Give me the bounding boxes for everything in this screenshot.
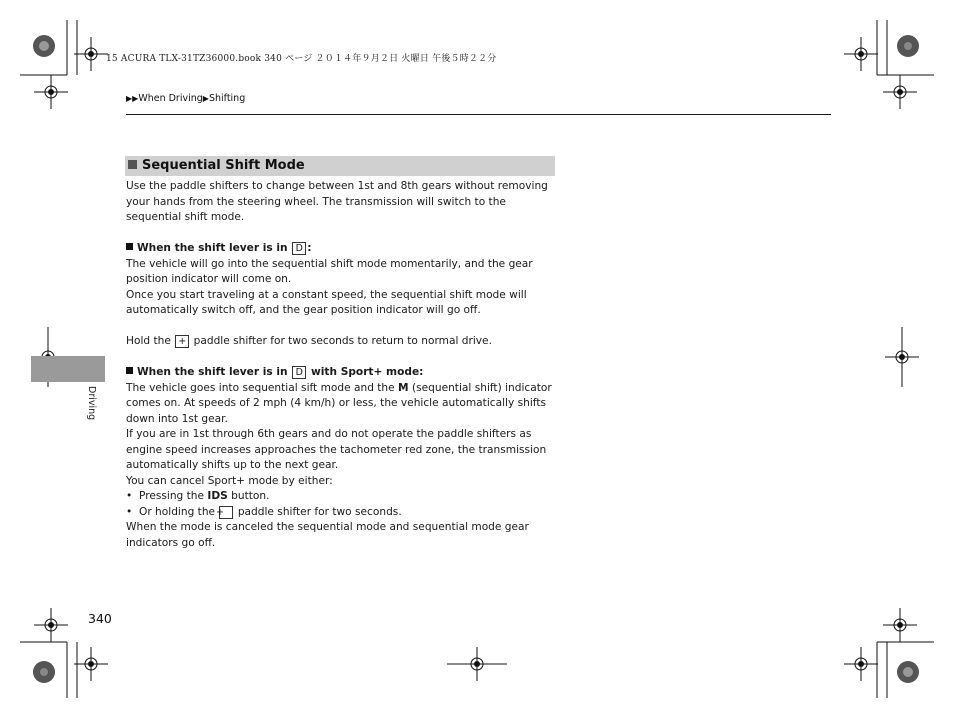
- section-body: [126, 179, 558, 551]
- ids-button-label: IDS: [207, 490, 228, 502]
- subheading-square-icon: [126, 367, 133, 374]
- breadcrumb-current[interactable]: Shifting: [208, 93, 246, 104]
- subheading-d-mode: When the shift lever is in D :: [126, 241, 558, 257]
- list-item: • Or holding the + paddle shifter for two seconds.: [126, 505, 558, 521]
- subheading-square-icon: [126, 243, 133, 250]
- intro-paragraph: Use the paddle shifters to change between 1st and 8th gears without removing your hands from the steering wheel. The transmission will switch to the sequential shift mode.: [126, 180, 548, 223]
- bullet-icon: •: [126, 505, 133, 518]
- paragraph: Once you start traveling at a constant speed, the sequential shift mode will automatically switch off, and the gear position indicator will go off.: [126, 288, 527, 316]
- paragraph: You can cancel Sport+ mode by either:: [126, 474, 333, 487]
- d-position-key-icon: D: [292, 242, 306, 255]
- bullet-icon: •: [126, 490, 133, 502]
- breadcrumb-parent[interactable]: When Driving: [138, 93, 203, 104]
- breadcrumb-marker: ▶▶: [126, 94, 139, 103]
- paragraph: If you are in 1st through 6th gears and do not operate the paddle shifters as engine speed increases approaches the tachometer red zone, the transmission automatically shifts up to the next gear.: [126, 428, 547, 471]
- book-header: 15 ACURA TLX-31TZ36000.book 340 ページ ２０１４年９月２日 火曜日 午後５時２２分: [106, 54, 497, 64]
- d-position-key-icon: D: [292, 366, 306, 379]
- paragraph: The vehicle will go into the sequential shift mode momentarily, and the gear position indicator will come on.: [126, 257, 533, 285]
- page-number: 340: [88, 611, 112, 626]
- side-tab: [31, 356, 105, 382]
- breadcrumb: [126, 93, 245, 104]
- subheading-sport-plus-mode: When the shift lever is in D with Sport+ mode:: [126, 365, 558, 381]
- header-rule: [126, 114, 831, 115]
- paragraph: When the mode is canceled the sequential mode and sequential mode gear indicators go off.: [126, 521, 529, 549]
- plus-paddle-key-icon: +: [175, 335, 189, 348]
- paragraph: Hold the + paddle shifter for two seconds to return to normal drive.: [126, 335, 492, 347]
- m-indicator-label: M: [398, 381, 409, 394]
- plus-paddle-key-icon: +: [219, 506, 233, 519]
- paragraph: The vehicle goes into sequential sift mode and the M (sequential shift) indicator comes on. At speeds of 2 mph (4 km/h) or less, the vehicle automatically shifts down into 1st gear.: [126, 381, 552, 425]
- section-title: [125, 156, 555, 176]
- breadcrumb-separator: ▶: [202, 94, 209, 103]
- list-item: • Pressing the IDS button.: [126, 489, 558, 505]
- side-tab-label: Driving: [86, 386, 97, 421]
- section-square-icon: [128, 160, 137, 169]
- section-title-text: Sequential Shift Mode: [142, 158, 305, 173]
